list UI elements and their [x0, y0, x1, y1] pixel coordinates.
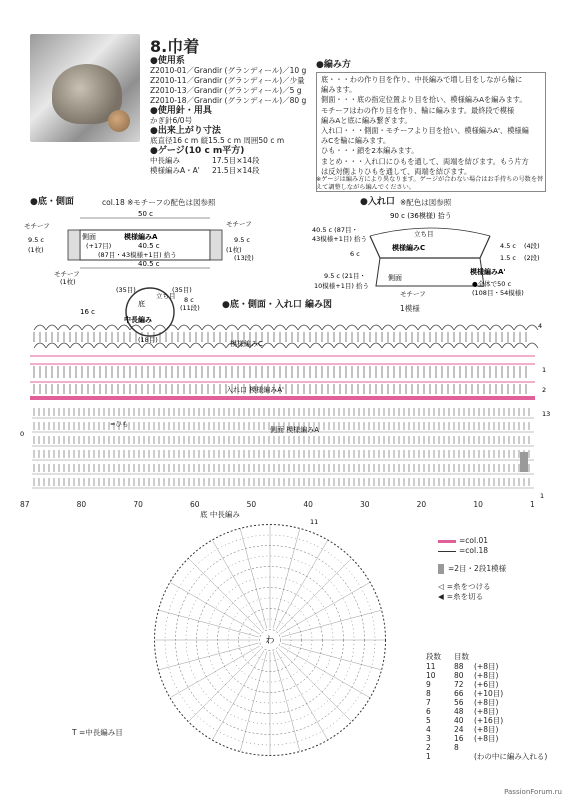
stitch-arc: [490, 343, 502, 348]
motif-left: [68, 230, 80, 260]
stitch-table: 段数 目数 11 88 (+8目) 10 80 (+8目) 9 72 (+6目) 8 66 (+10目) 7 56 (+8目) 6 48 (+8目) 5 40 (+16目) 4 24 (+8目) 3 16 (+8目) 2 8 1 (わの中に編み入れる): [426, 652, 548, 761]
inner-width: 40.5 c: [138, 242, 160, 250]
stitch-arc: [358, 325, 370, 330]
table-cell: 1: [426, 752, 431, 761]
stitch-arc: [214, 325, 226, 330]
base-spoke: [273, 652, 300, 751]
stitch-arc: [58, 325, 70, 330]
base-spoke: [159, 610, 258, 637]
base-label: 底: [138, 300, 145, 308]
product-photo: [30, 34, 140, 142]
stitch-arc: [166, 343, 178, 348]
base-spoke: [240, 652, 267, 751]
scale-number: 87: [20, 500, 30, 509]
table-cell: (+16目): [474, 716, 504, 725]
stitch-arc: [358, 343, 370, 348]
table-cell: 16: [454, 734, 464, 743]
base-spoke: [280, 646, 369, 698]
stitch-arc: [166, 325, 178, 330]
c8: 8 c: [184, 296, 194, 304]
stitch-arc: [394, 325, 406, 330]
c45: 4.5 c: [500, 242, 516, 250]
howto-line: モチーフはわの作り目を作り、輪に編みます。最終段で模様: [321, 105, 515, 115]
materials-block: [150, 56, 306, 176]
scale-row: [20, 500, 550, 510]
diagram2-note: ※配色は図参照: [400, 198, 452, 207]
stitch-arc: [442, 343, 454, 348]
bottom-width: 40.5 c: [138, 260, 160, 268]
howto-line: まとめ・・・入れ口にひもを通して、両端を結びます。もう片方: [321, 156, 529, 166]
howto-line: は反対側よりひもを通して、両端を結びます。: [321, 166, 472, 176]
base-spoke: [280, 583, 369, 635]
stitch-arc: [118, 325, 130, 330]
stitch-arc: [238, 325, 250, 330]
stitch-arc: [142, 343, 154, 348]
chart-pattern-a: 側面 模様編みA: [270, 426, 320, 434]
table-cell: 56: [454, 698, 464, 707]
needle-text: かぎ針6/0号: [150, 116, 193, 125]
stitch-arc: [34, 343, 46, 348]
table-cell: 10: [426, 671, 436, 680]
table-cell: 66: [454, 689, 464, 698]
stitch-arc: [118, 343, 130, 348]
row-label: 1: [540, 492, 545, 500]
inner-pick: (87目・43模様+1目) 拾う: [98, 251, 177, 259]
stitch-arc: [94, 325, 106, 330]
table-row: [426, 671, 547, 680]
howto-box: [316, 72, 546, 192]
scale-number: 50: [246, 500, 257, 509]
opening-pattern-c: 模様編みC: [392, 244, 426, 252]
table-cell: 24: [454, 725, 464, 734]
rows-left: (+17目): [86, 242, 112, 250]
howto-line: 入れ口・・・側面・モチーフより目を拾い、模様編みA'、模様編: [321, 126, 529, 136]
himo-label: =ひも: [110, 420, 129, 428]
materials-heading: ●使用系: [150, 56, 185, 66]
table-row: [426, 716, 547, 725]
stitch-arc: [226, 325, 238, 330]
stitch-arc: [382, 343, 394, 348]
howto-line: 側面・・・底の指定位置より目を拾い、模様編みAを編みます。: [321, 95, 527, 105]
motif-label-right: モチーフ: [226, 220, 252, 228]
stitch-arc: [370, 343, 382, 348]
howto-line: 底・・・わの作り目を作り、中長編みで増し目をしながら輪に: [321, 75, 523, 84]
stitch-arc: [94, 343, 106, 348]
opening-motif: モチーフ: [400, 290, 426, 298]
pattern-repeat-mark: [520, 452, 528, 472]
base-spoke: [170, 646, 259, 698]
left-top2: 43模様+1目) 拾う: [312, 235, 367, 243]
stitch-arc: [286, 343, 298, 348]
base-spoke: [170, 583, 259, 635]
stitch-arc: [262, 343, 274, 348]
stitch-chart: [20, 312, 550, 512]
dim-text: 50 c: [138, 210, 153, 218]
legend-gray-swatch: [438, 564, 444, 574]
whole: ●全体で50 c: [472, 280, 512, 288]
scale-number: 10: [473, 500, 483, 509]
stitch-arc: [526, 325, 538, 330]
stitch-arc: [310, 325, 322, 330]
table-row: [426, 689, 547, 698]
gauge-row: 模様編みA・A' 21.5目×14段: [150, 166, 260, 175]
table-row: [426, 680, 547, 689]
stitch-arc: [430, 325, 442, 330]
table-cell: 2: [426, 743, 431, 752]
stitch-arc: [58, 343, 70, 348]
one-pattern-label: 1模様: [400, 304, 420, 313]
stitch-arc: [346, 343, 358, 348]
base-spoke: [278, 648, 351, 721]
rows4: (4段): [524, 242, 540, 250]
stitch-arc: [370, 325, 382, 330]
gauge-heading: ●ゲージ(10 c m平方): [150, 146, 245, 156]
base-circle-chart: [130, 510, 420, 770]
base-spoke: [282, 643, 381, 670]
stitch-arc: [154, 343, 166, 348]
c95: 9.5 c (21目・: [324, 272, 366, 280]
rows11: (11段): [180, 304, 200, 312]
r35b: (35目): [172, 286, 192, 294]
table-cell: (わの中に編み入れる): [474, 752, 548, 761]
stitch-arc: [442, 325, 454, 330]
stitch-arc: [466, 343, 478, 348]
stitch-arc: [430, 343, 442, 348]
stitch-arc: [274, 343, 286, 348]
motif-label: モチーフ: [24, 222, 50, 230]
left-top: 40.5 c (87目・: [312, 226, 358, 234]
table-row: [426, 662, 547, 671]
base-spoke: [213, 650, 265, 739]
base-spoke: [240, 529, 267, 628]
table-cell: (+8目): [474, 725, 499, 734]
stitch-arc: [298, 343, 310, 348]
scale-number: 40: [303, 500, 313, 509]
stitch-arc: [34, 325, 46, 330]
stitch-arc: [322, 343, 334, 348]
size-text: 底直径16 c m 縦15.5 c m 周囲50 c m: [150, 136, 285, 145]
material-line: Z2010-13／Grandir (グランディール)／5 g: [150, 86, 302, 95]
stitch-arc: [214, 343, 226, 348]
scale-number: 60: [190, 500, 200, 509]
c15: 1.5 c: [500, 254, 516, 262]
stitch-arc: [322, 325, 334, 330]
stitch-arc: [334, 325, 346, 330]
table-cell: 72: [454, 680, 464, 689]
gauge-note: ※ゲージは編み方により異なります。ゲージが合わない場合はお手持ちの号数を替えて調整しながら編んでください。: [316, 176, 544, 191]
stitch-arc: [178, 343, 190, 348]
stitch-arc: [202, 325, 214, 330]
material-line: Z2010-11／Grandir (グランディール)／少量: [150, 76, 305, 85]
scale-number: 1: [530, 500, 535, 509]
footer-watermark: PassionForum.ru: [504, 788, 562, 796]
table-cell: 80: [454, 671, 464, 680]
table-row: [426, 725, 547, 734]
stitch-arc: [502, 343, 514, 348]
stitch-arc: [382, 325, 394, 330]
base-spoke: [273, 529, 300, 628]
base-spoke: [278, 559, 351, 632]
rows-right: (13段): [234, 254, 254, 262]
table-cell: 6: [426, 707, 431, 716]
legend-black-swatch: [438, 551, 456, 552]
opening-width: 90 c (36模様) 拾う: [390, 212, 452, 220]
table-row: [426, 734, 547, 743]
base-diam: 16 c: [80, 308, 95, 316]
diagram1-heading: ●底・側面: [30, 197, 74, 207]
table-cell: 5: [426, 716, 431, 725]
opening-diagram: [310, 206, 550, 306]
stitch-arc: [406, 343, 418, 348]
page-title: 8.巾着: [150, 37, 200, 56]
howto-line: ひも・・・鎖を2本編みます。: [321, 146, 419, 156]
stitch-arc: [46, 343, 58, 348]
whole2: (108目・54模様): [472, 289, 524, 297]
row-label: 4: [538, 322, 543, 330]
stitch-arc: [466, 325, 478, 330]
stitch-arc: [502, 325, 514, 330]
table-cell: (+8目): [474, 671, 499, 680]
diagram1-note: col.18 ※モチーフの配色は図参照: [102, 198, 216, 207]
stitch-arc: [298, 325, 310, 330]
table-cell: 8: [454, 743, 459, 752]
table-cell: (+10目): [474, 689, 504, 698]
table-cell: 7: [426, 698, 431, 707]
table-cell: (+8目): [474, 734, 499, 743]
stitch-arc: [418, 325, 430, 330]
table-row: [426, 743, 547, 752]
base-spoke: [276, 540, 328, 629]
count-left: (1枚): [28, 246, 44, 254]
base-spoke: [282, 610, 381, 637]
howto-line: みCを輪に編みます。: [321, 136, 391, 146]
diagram2-heading: ●入れ口: [360, 197, 395, 207]
scale-number: 80: [76, 500, 87, 509]
stitch-arc: [130, 343, 142, 348]
hdc-icon: T: [72, 728, 77, 737]
stitch-arc: [190, 343, 202, 348]
stitch-arc: [70, 325, 82, 330]
row-label: 2: [542, 386, 547, 394]
howto-line: 編みAと底に編み繋ぎます。: [321, 115, 412, 125]
table-cell: (+8目): [474, 707, 499, 716]
motif-bottom-count: (1枚): [60, 278, 76, 286]
stitch-arc: [274, 325, 286, 330]
table-cell: 88: [454, 662, 464, 671]
row-label: 13: [542, 410, 550, 418]
stitch-arc: [454, 325, 466, 330]
stitch-arc: [334, 343, 346, 348]
table-cell: 3: [426, 734, 431, 743]
stitch-arc: [478, 325, 490, 330]
stitch-arc: [310, 343, 322, 348]
stitch-arc: [190, 325, 202, 330]
stitch-arc: [406, 325, 418, 330]
side-label: 側面: [82, 233, 96, 241]
table-cell: 9: [426, 680, 431, 689]
c95b: 10模様+1目) 拾う: [314, 282, 369, 290]
count-right: (1枚): [226, 246, 242, 254]
height-right: 9.5 c: [234, 236, 250, 244]
howto-line: 編みます。: [321, 85, 357, 95]
stitch-arc: [142, 325, 154, 330]
mark-11: 11: [310, 518, 319, 526]
needle-heading: ●使用針・用具: [150, 106, 212, 116]
base-spoke: [189, 648, 262, 721]
base-spoke: [276, 650, 328, 739]
stitch-arc: [154, 325, 166, 330]
height-left: 9.5 c: [28, 236, 44, 244]
opening-pattern-a2: 模様編みA': [470, 268, 506, 276]
opening-tachi: 立ち目: [414, 230, 434, 238]
chart-pattern-c: 模様編みC: [230, 340, 263, 348]
stitch-arc: [250, 325, 262, 330]
table-cell: (+6目): [474, 680, 499, 689]
opening-side: 側面: [388, 274, 402, 282]
r35a: (35目): [116, 286, 136, 294]
base-spoke: [213, 540, 265, 629]
stitch-arc: [106, 343, 118, 348]
gauge-row: 中長編み 17.5目×14段: [150, 156, 260, 165]
table-cell: 4: [426, 725, 431, 734]
hdc-legend: T =中長編み目: [72, 728, 123, 737]
motif-bottom: モチーフ: [54, 270, 80, 278]
stitch-arc: [418, 343, 430, 348]
chart-heading: ●底・側面・入れ口 編み図: [222, 300, 332, 310]
legend-pink-swatch: [438, 540, 456, 543]
chart-pattern-a2: 入れ口 模様編みA': [226, 386, 284, 394]
stitch-arc: [394, 343, 406, 348]
table-cell: 40: [454, 716, 464, 725]
ball-image: [108, 110, 130, 132]
base-pattern: 中長編み: [124, 316, 152, 324]
r18: (18目): [138, 336, 158, 344]
base-chart-label: 底 中長編み: [200, 510, 240, 519]
scale-number: 30: [360, 500, 370, 509]
row-label: 1: [542, 366, 547, 374]
howto-heading: ●編み方: [316, 60, 351, 70]
stitch-arc: [46, 325, 58, 330]
material-line: Z2010-18／Grandir (グランディール)／80 g: [150, 96, 307, 105]
scale-number: 70: [133, 500, 143, 509]
cut-icon: ◀: [438, 592, 444, 601]
size-heading: ●出来上がり寸法: [150, 126, 221, 136]
base-spoke: [159, 643, 258, 670]
c6: 6 c: [350, 250, 360, 258]
stitch-arc: [106, 325, 118, 330]
stitch-arc: [286, 325, 298, 330]
stitch-arc: [202, 343, 214, 348]
stitch-arc: [478, 343, 490, 348]
row-label: 0: [20, 430, 25, 438]
table-cell: 48: [454, 707, 464, 716]
stitch-arc: [514, 325, 526, 330]
stitch-arc: [82, 343, 94, 348]
stitch-arc: [130, 325, 142, 330]
table-row: [426, 707, 547, 716]
stitch-arc: [82, 325, 94, 330]
attach-icon: ◁: [438, 582, 444, 591]
legend: =col.01 =col.18 =2目・2段1模様 ◁ =糸をつける ◀ =糸を切る: [438, 536, 507, 601]
table-cell: 8: [426, 689, 431, 698]
stitch-arc: [70, 343, 82, 348]
table-cell: 11: [426, 662, 436, 671]
stitch-arc: [490, 325, 502, 330]
table-cell: (+8目): [474, 662, 499, 671]
table-row: [426, 752, 547, 761]
table-cell: (+8目): [474, 698, 499, 707]
stitch-arc: [526, 343, 538, 348]
material-line: Z2010-01／Grandir (グランディール)／10 g: [150, 66, 307, 75]
stitch-arc: [454, 343, 466, 348]
base-spoke: [189, 559, 262, 632]
stitch-arc: [262, 325, 274, 330]
stitch-arc: [514, 343, 526, 348]
pattern-label: 模様編みA: [124, 233, 158, 241]
rows2: (2段): [524, 254, 540, 262]
table-row: [426, 698, 547, 707]
tachi-label: 立ち目: [156, 292, 176, 300]
stitch-arc: [178, 325, 190, 330]
scale-number: 20: [416, 500, 427, 509]
motif-right: [210, 230, 222, 260]
center-label: わ: [265, 636, 275, 646]
stitch-arc: [346, 325, 358, 330]
